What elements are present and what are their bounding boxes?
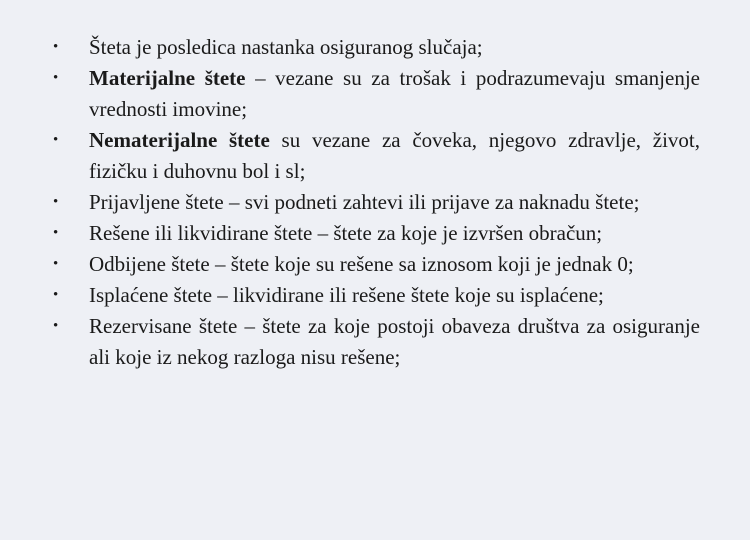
- bullet-item-prijavljene-stete: [0, 187, 700, 218]
- bullet-text: Rešene ili likvidirane štete – štete za koje je izvršen obračun;: [89, 221, 603, 245]
- bullet-item-isplacene-stete: [0, 280, 700, 311]
- bullet-icon: •: [53, 194, 59, 210]
- bullet-text: – vezane su za trošak i podrazumevaju smanjenje vrednosti imovine;: [89, 66, 700, 121]
- bullet-item-rezervisane-stete: [0, 311, 700, 373]
- bullet-text: Isplaćene štete – likvidirane ili rešene štete koje su isplaćene;: [89, 283, 604, 307]
- bullet-icon: •: [53, 287, 59, 303]
- bullet-icon: •: [53, 70, 59, 86]
- bullet-text: Prijavljene štete – svi podneti zahtevi ili prijave za naknadu štete;: [89, 190, 640, 214]
- bullet-item-steta: [0, 32, 700, 63]
- bullet-item-materijalne-stete: [0, 63, 700, 125]
- bullet-icon: •: [53, 318, 59, 334]
- bullet-text: Rezervisane štete – štete za koje postoji obaveza društva za osiguranje ali koje iz nekog razloga nisu rešene;: [89, 314, 700, 369]
- bullet-text: Odbijene štete – štete koje su rešene sa iznosom koji je jednak 0;: [89, 252, 634, 276]
- bullet-item-odbijene-stete: [0, 249, 700, 280]
- bullet-item-resene-stete: [0, 218, 700, 249]
- bullet-term: Materijalne štete: [89, 66, 246, 90]
- bullet-term: Nematerijalne štete: [89, 128, 270, 152]
- bullet-icon: •: [53, 225, 59, 241]
- bullet-text: Šteta je posledica nastanka osiguranog slučaja;: [89, 35, 483, 59]
- bullet-item-nematerijalne-stete: [0, 125, 700, 187]
- bullet-text: su vezane za čoveka, njegovo zdravlje, život, fizičku i duhovnu bol i sl;: [89, 128, 700, 183]
- bullet-list: [0, 32, 750, 373]
- bullet-icon: •: [53, 256, 59, 272]
- bullet-icon: •: [53, 132, 59, 148]
- bullet-icon: •: [53, 39, 59, 55]
